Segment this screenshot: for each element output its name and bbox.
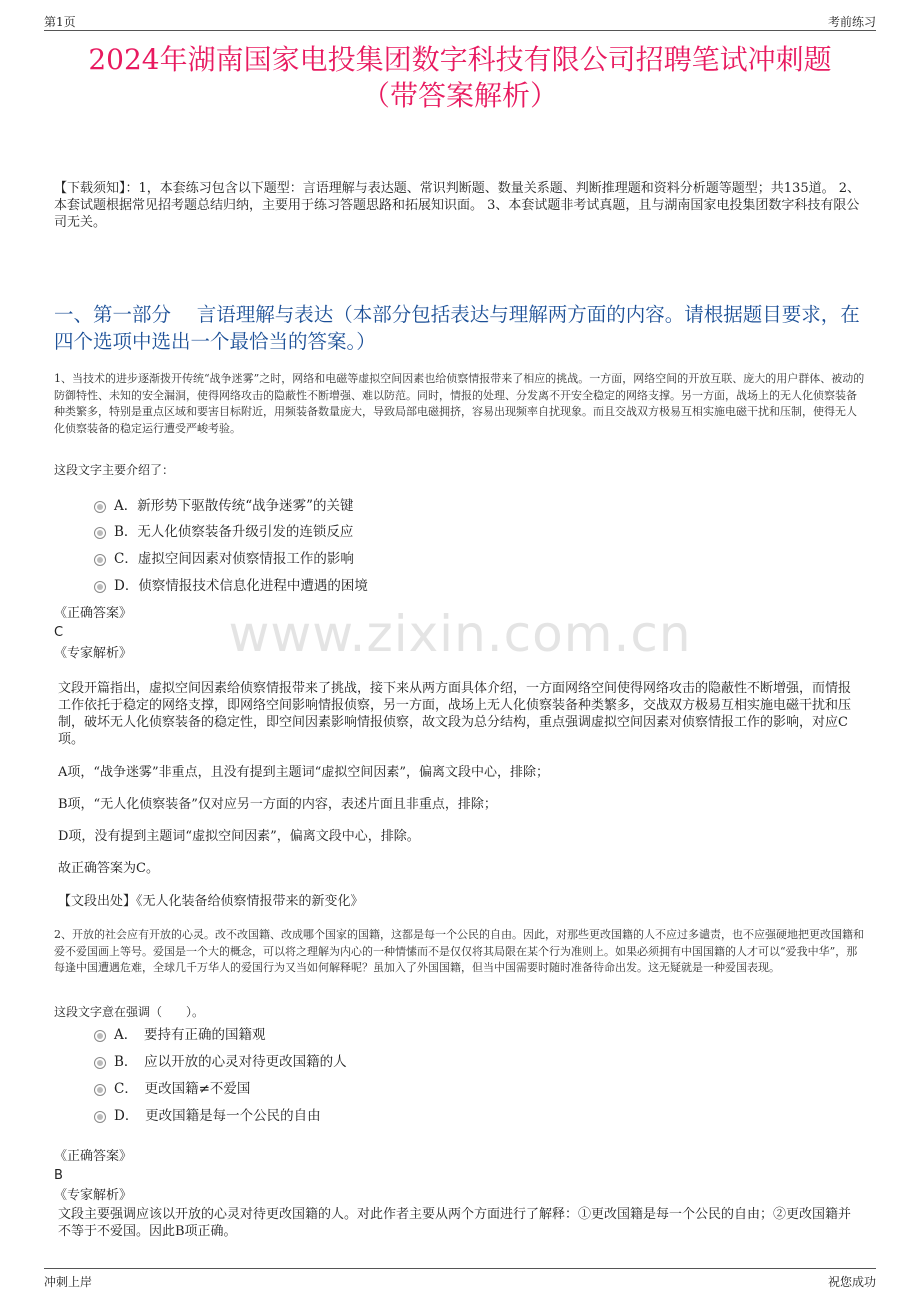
title-line-2: （带答案解析） xyxy=(361,79,558,112)
radio-icon[interactable] xyxy=(94,527,106,539)
page-number: 第1页 xyxy=(44,15,76,29)
question-2-prompt: 这段文字意在强调（ ）。 xyxy=(54,1005,205,1019)
radio-icon[interactable] xyxy=(94,554,106,566)
radio-icon[interactable] xyxy=(94,1057,106,1069)
analysis-label: 《专家解析》 xyxy=(54,1188,133,1203)
footer-left: 冲刺上岸 xyxy=(44,1275,93,1289)
answer-label: 《正确答案》 xyxy=(54,606,133,621)
answer-label: 《正确答案》 xyxy=(54,1149,133,1164)
answer-value: C xyxy=(54,625,64,640)
question-1-option-a[interactable]: A．新形势下驱散传统“战争迷雾”的关键 xyxy=(94,497,354,515)
analysis-conclusion: 故正确答案为C。 xyxy=(58,861,159,876)
question-2-option-d[interactable]: D． 更改国籍是每一个公民的自由 xyxy=(94,1107,321,1125)
passage-source: 【文段出处】《无人化装备给侦察情报带来的新变化》 xyxy=(58,894,364,909)
section-heading: 一、第一部分 言语理解与表达（本部分包括表达与理解两方面的内容。请根据题目要求，在四个选项中选出一个最恰当的答案。） xyxy=(54,303,860,353)
answer-value: B xyxy=(54,1168,63,1183)
analysis-paragraph: B项，“无人化侦察装备”仅对应另一方面的内容，表述片面且非重点，排除； xyxy=(58,797,497,812)
radio-icon[interactable] xyxy=(94,581,106,593)
radio-icon[interactable] xyxy=(94,1084,106,1096)
watermark: www.zixin.com.cn xyxy=(228,605,692,663)
analysis-paragraph: 文段主要强调应该以开放的心灵对待更改国籍的人。对此作者主要从两个方面进行了解释：①更改国籍是每一个公民的自由；②更改国籍并不等于不爱国。因此B项正确。 xyxy=(58,1207,852,1239)
question-1-option-d[interactable]: D．侦察情报技术信息化进程中遭遇的困境 xyxy=(94,577,368,595)
analysis-label: 《专家解析》 xyxy=(54,646,133,661)
question-2-option-c[interactable]: C． 更改国籍≠不爱国 xyxy=(94,1080,250,1098)
question-1-prompt: 这段文字主要介绍了： xyxy=(54,463,175,477)
question-1-stem: 1、当技术的进步逐渐拨开传统“战争迷雾”之时，网络和电磁等虚拟空间因素也给侦察情报带来了相应的挑战。一方面，网络空间的开放互联、庞大的用户群体、被动的防御特性、未知的安全漏洞，使得网络攻击的隐蔽性不断增强、难以防范。同时，情报的处理、分发离不开安全稳定的网络支撑。另一方面，战场上的无人化侦察装备种类繁多，特别是重点区域和要害目标附近，用频装备数量庞大，导致局部电磁拥挤，容易出现频率自扰现象。而且交战双方极易互相实施电磁干扰和压制，使得无人化侦察装备的稳定运行遭受严峻考验。 xyxy=(54,372,865,435)
document-title xyxy=(40,42,880,114)
question-2-option-a[interactable]: A． 要持有正确的国籍观 xyxy=(94,1026,266,1044)
question-1-option-c[interactable]: C．虚拟空间因素对侦察情报工作的影响 xyxy=(94,550,354,568)
question-1-option-b[interactable]: B．无人化侦察装备升级引发的连锁反应 xyxy=(94,523,353,541)
radio-icon[interactable] xyxy=(94,1030,106,1042)
page-footer xyxy=(44,1268,876,1289)
analysis-paragraph: A项，“战争迷雾”非重点，且没有提到主题词“虚拟空间因素”，偏离文段中心，排除； xyxy=(58,765,549,780)
download-notice: 【下载须知】：1，本套练习包含以下题型：言语理解与表达题、常识判断题、数量关系题、判断推理题和资料分析题等题型；共135道。 2、本套试题根据常见招考题总结归纳，主要用于练习答题思路和拓展知识面。 3、本套试题非考试真题，且与湖南国家电投集团数字科技有限公司无关。 xyxy=(54,181,860,230)
analysis-paragraph: 文段开篇指出，虚拟空间因素给侦察情报带来了挑战，接下来从两方面具体介绍，一方面网络空间使得网络攻击的隐蔽性不断增强，而情报工作依托于稳定的网络支撑，即网络空间影响情报侦察，另一方面，战场上无人化侦察装备种类繁多，交战双方极易互相实施电磁干扰和压制，破坏无人化侦察装备的稳定性，即空间因素影响情报侦察，故文段为总分结构，重点强调虚拟空间因素对侦察情报工作的影响，对应C项。 xyxy=(58,681,852,747)
header-label: 考前练习 xyxy=(827,15,876,29)
title-line-1: 2024年湖南国家电投集团数字科技有限公司招聘笔试冲刺题 xyxy=(88,43,832,76)
question-2-option-b[interactable]: B． 应以开放的心灵对待更改国籍的人 xyxy=(94,1053,347,1071)
radio-icon[interactable] xyxy=(94,1111,106,1123)
page-header xyxy=(44,0,876,31)
footer-right: 祝您成功 xyxy=(827,1275,876,1289)
radio-icon[interactable] xyxy=(94,501,106,513)
analysis-paragraph: D项，没有提到主题词“虚拟空间因素”，偏离文段中心，排除。 xyxy=(58,829,420,844)
question-2-stem: 2、开放的社会应有开放的心灵。改不改国籍、改成哪个国家的国籍，这都是每一个公民的自由。因此，对那些更改国籍的人不应过多谴责，也不应强硬地把更改国籍和爱不爱国画上等号。爱国是一个大的概念，可以将之理解为内心的一种情愫而不是仅仅将其局限在某个行为准则上。如果必须拥有中国国籍的人才可以“爱我中华”，那每逢中国遭遇危难，全球几千万华人的爱国行为又当如何解释呢？虽加入了外国国籍，但当中国需要时随时准备待命出发。这无疑就是一种爱国表现。 xyxy=(54,928,864,974)
